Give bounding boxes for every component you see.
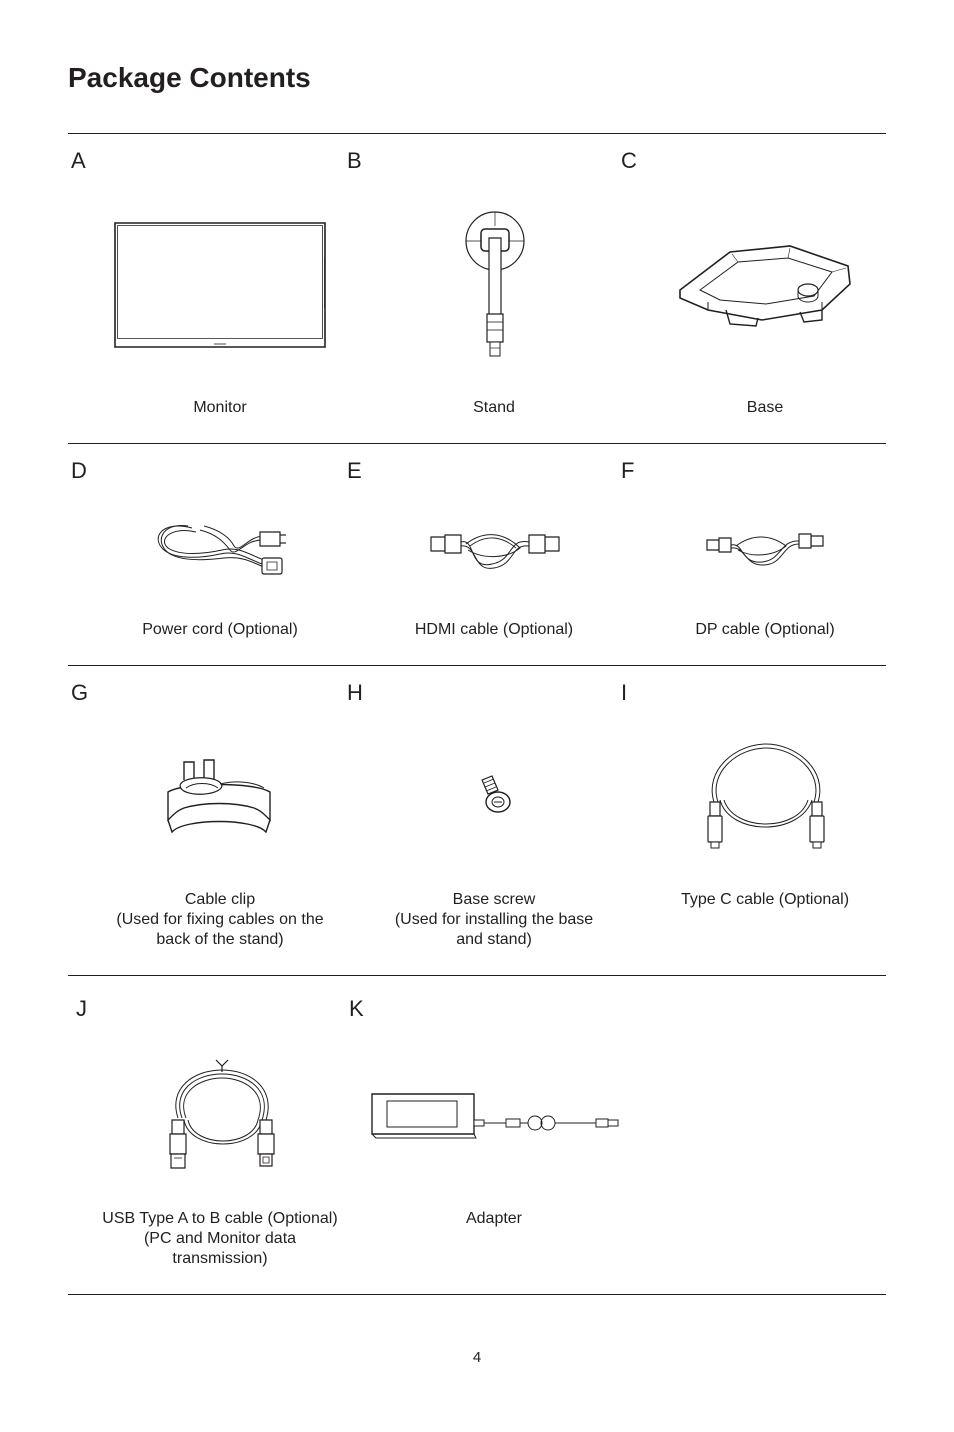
item-letter: K: [349, 996, 364, 1021]
item-letter: E: [347, 458, 362, 483]
item-letter: J: [76, 996, 87, 1021]
item-letter: C: [621, 148, 637, 173]
monitor-icon: [110, 218, 330, 352]
power-cord-icon: [152, 518, 288, 580]
cable-clip-icon: [164, 756, 274, 836]
type-c-cable-icon: [700, 740, 832, 852]
divider: [68, 133, 886, 134]
item-letter: D: [71, 458, 87, 483]
item-letter: I: [621, 680, 628, 705]
item-caption: Power cord (Optional): [142, 621, 298, 638]
adapter-icon: [366, 1088, 622, 1140]
item-letter: B: [347, 148, 362, 173]
base-icon: [672, 240, 858, 330]
dp-cable-icon: [704, 528, 826, 570]
item-caption: DP cable (Optional): [695, 621, 835, 638]
item-caption: Type C cable (Optional): [680, 891, 850, 908]
page-number: 4: [472, 1349, 482, 1366]
divider: [68, 975, 886, 976]
item-caption: Adapter: [465, 1210, 523, 1227]
item-caption: Base screw (Used for installing the base and stand): [394, 891, 594, 948]
item-caption: Base: [746, 399, 784, 416]
item-letter: H: [347, 680, 363, 705]
item-caption: USB Type A to B cable (Optional) (PC and Monitor data transmission): [102, 1210, 338, 1267]
divider: [68, 1294, 886, 1295]
divider: [68, 665, 886, 666]
item-letter: A: [71, 148, 86, 173]
item-caption: Cable clip (Used for fixing cables on the back of the stand): [116, 891, 324, 948]
item-caption: HDMI cable (Optional): [414, 621, 574, 638]
item-caption: Monitor: [193, 399, 247, 416]
hdmi-cable-icon: [428, 524, 562, 576]
item-letter: F: [621, 458, 635, 483]
stand-icon: [460, 208, 530, 360]
item-letter: G: [71, 680, 89, 705]
usb-cable-icon: [164, 1058, 280, 1172]
page-title: Package Contents: [68, 62, 311, 93]
item-caption: Stand: [473, 399, 515, 416]
base-screw-icon: [474, 774, 516, 818]
divider: [68, 443, 886, 444]
